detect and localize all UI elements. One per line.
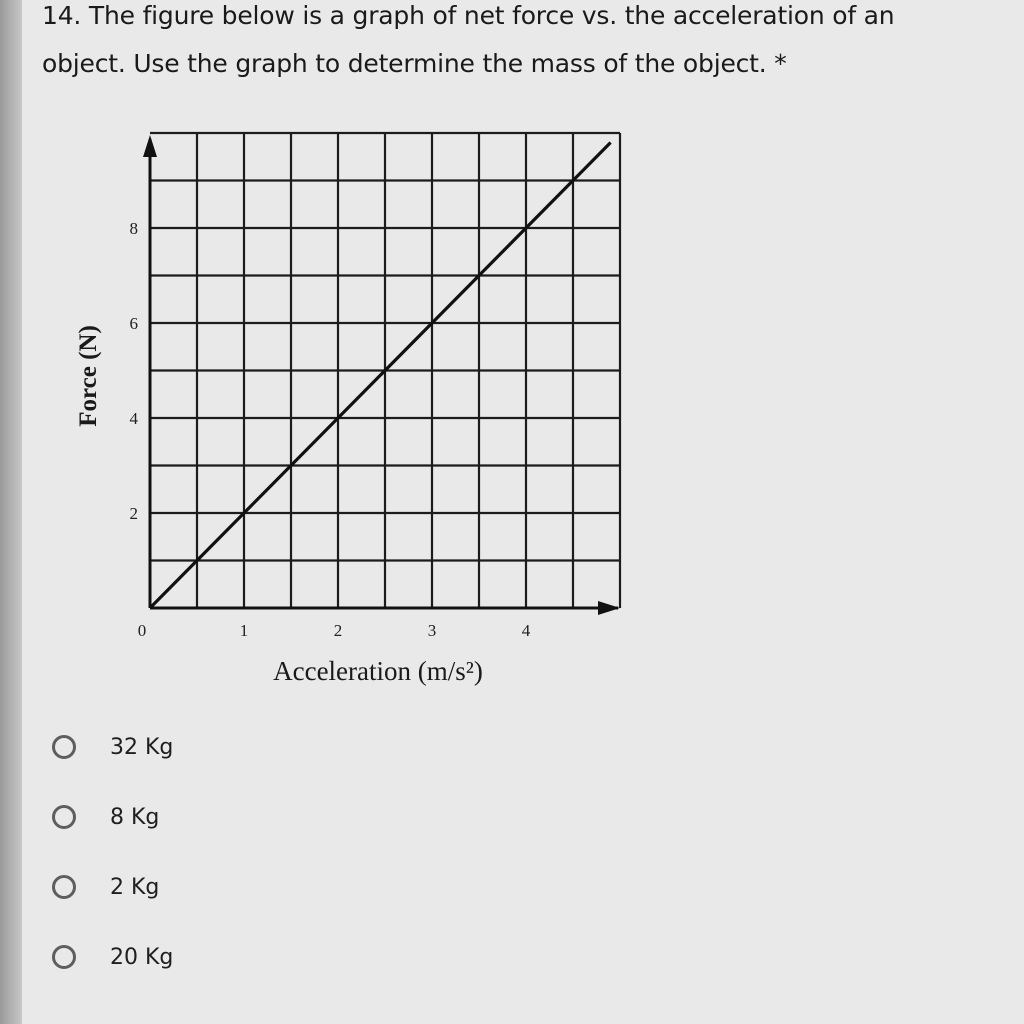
x-tick-label: 2 xyxy=(333,621,343,640)
question-line-1: The figure below is a graph of net force vs. the acceleration of an xyxy=(88,1,895,30)
x-tick-label: 0 xyxy=(137,621,147,640)
x-tick-label: 1 xyxy=(239,621,249,640)
y-axis-arrow xyxy=(143,135,157,157)
question-line-2: object. Use the graph to determine the mass of the object. xyxy=(42,49,767,78)
x-tick-label: 4 xyxy=(521,621,531,640)
option-label: 20 Kg xyxy=(110,944,174,970)
radio-button[interactable] xyxy=(52,875,76,899)
radio-button[interactable] xyxy=(52,945,76,969)
force-acceleration-line xyxy=(150,143,611,609)
required-marker: * xyxy=(774,49,787,78)
radio-button[interactable] xyxy=(52,805,76,829)
x-axis-arrow xyxy=(598,601,620,615)
answer-options xyxy=(52,712,173,992)
y-axis-label: Force (N) xyxy=(75,325,102,427)
x-tick-label: 3 xyxy=(427,621,437,640)
option-32-kg[interactable] xyxy=(52,712,173,782)
option-8-kg[interactable] xyxy=(52,782,173,852)
option-2-kg[interactable] xyxy=(52,852,173,922)
radio-button[interactable] xyxy=(52,735,76,759)
y-tick-label: 8 xyxy=(129,219,138,238)
y-tick-label: 2 xyxy=(129,504,138,523)
y-tick-label: 4 xyxy=(129,409,138,428)
y-tick-label: 6 xyxy=(129,314,138,333)
question-number: 14. xyxy=(42,1,82,30)
option-label: 32 Kg xyxy=(110,734,174,760)
option-20-kg[interactable] xyxy=(52,922,173,992)
series-lines xyxy=(150,143,611,609)
option-label: 2 Kg xyxy=(110,874,160,900)
x-axis-label: Acceleration (m/s²) xyxy=(273,656,483,686)
option-label: 8 Kg xyxy=(110,804,160,830)
